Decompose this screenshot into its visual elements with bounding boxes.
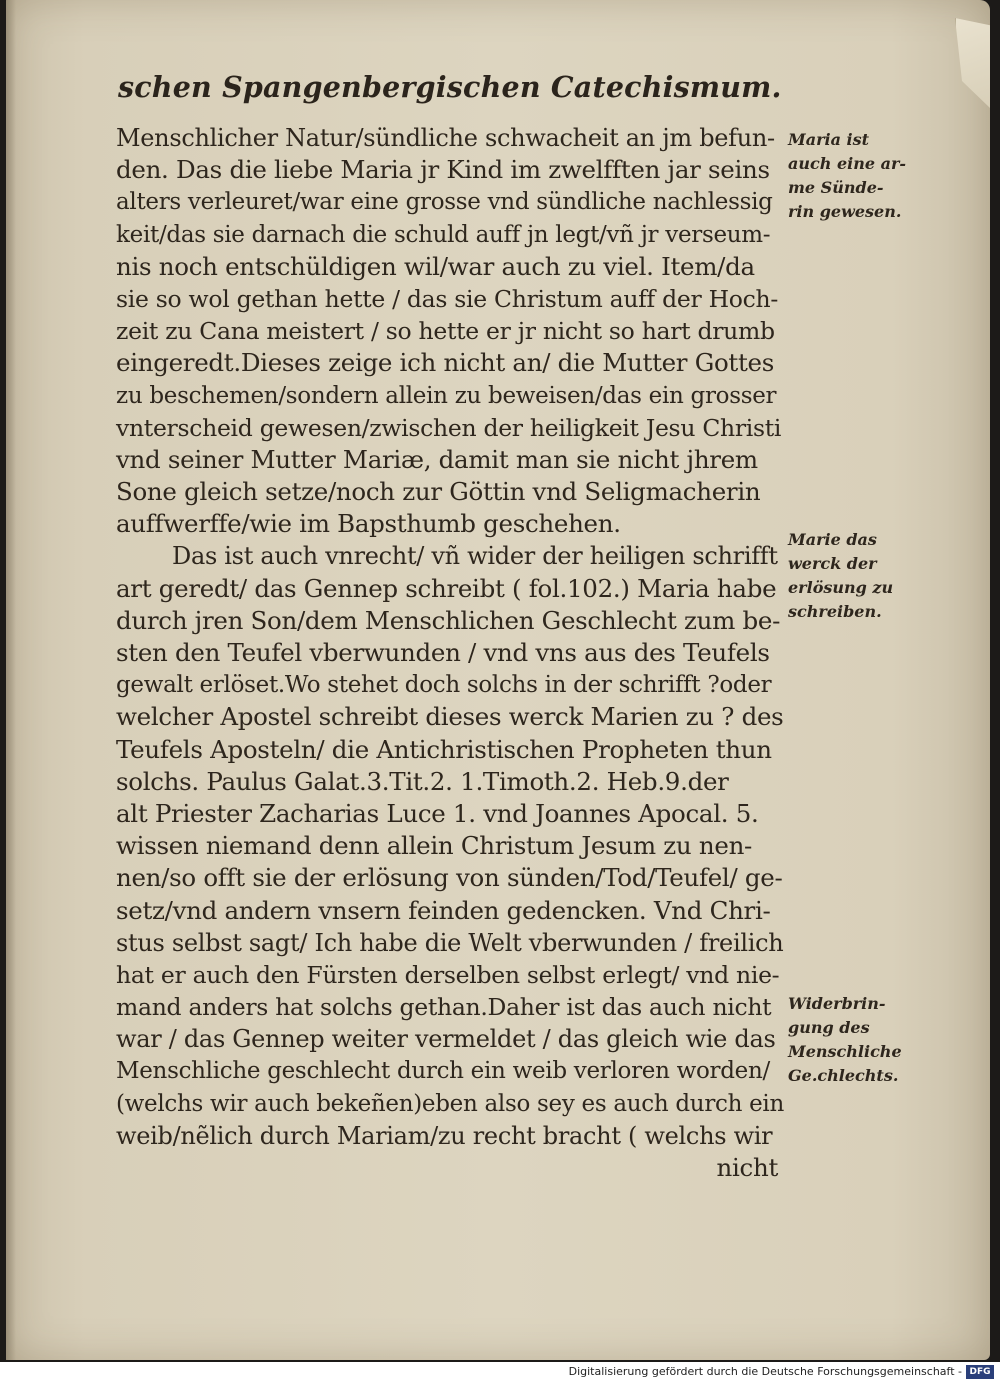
margin-note-line: gung des: [788, 1018, 870, 1037]
margin-note-line: Maria ist: [788, 130, 869, 149]
margin-note-erloesung: [788, 528, 928, 624]
text-line: setz/vnd andern vnsern feinden gedencken. Vnd Chri-: [116, 895, 771, 925]
margin-note-line: me Sünde-: [788, 178, 884, 197]
text-line: keit/das sie darnach die schuld auff jn legt/vñ jr verseum-: [116, 221, 771, 248]
text-line: weib/nẽlich durch Mariam/zu recht bracht ( welchs wir: [116, 1121, 773, 1150]
margin-note-line: erlösung zu: [788, 578, 894, 597]
margin-note-line: Widerbrin-: [788, 994, 886, 1013]
text-line: durch jren Son/dem Menschlichen Geschlecht zum be-: [116, 605, 781, 635]
text-line: zeit zu Cana meistert / so hette er jr nicht so hart drumb: [116, 317, 775, 346]
margin-note-line: werck der: [788, 554, 877, 573]
text-line: gewalt erlöset.Wo stehet doch solchs in der schrifft ?oder: [116, 672, 772, 699]
margin-note-line: schreiben.: [788, 602, 882, 621]
text-line: den. Das die liebe Maria jr Kind im zwelfften jar seins: [116, 155, 770, 185]
margin-note-line: rin gewesen.: [788, 202, 902, 221]
text-line: nis noch entschüldigen wil/war auch zu viel. Item/da: [116, 251, 755, 281]
text-line: nen/so offt sie der erlösung von sünden/Tod/Teufel/ ge-: [116, 863, 783, 893]
text-line: solchs. Paulus Galat.3.Tit.2. 1.Timoth.2. Heb.9.der: [116, 766, 729, 796]
text-line: welcher Apostel schreibt dieses werck Marien zu ? des: [116, 702, 784, 732]
text-line: war / das Gennep weiter vermeldet / das gleich wie das: [116, 1025, 776, 1054]
text-line: sie so wol gethan hette / das sie Christum auff der Hoch-: [116, 284, 778, 313]
text-line: Sone gleich setze/noch zur Göttin vnd Seligmacherin: [116, 477, 761, 507]
margin-note-line: auch eine ar-: [788, 154, 907, 173]
margin-note-line: Menschliche: [788, 1042, 902, 1061]
text-line: Menschliche geschlecht durch ein weib verloren worden/: [116, 1058, 770, 1085]
margin-note-line: Ge.chlechts.: [788, 1066, 899, 1085]
text-line: wissen niemand denn allein Christum Jesum zu nen-: [116, 831, 753, 861]
text-line: mand anders hat solchs gethan.Daher ist das auch nicht: [116, 993, 772, 1022]
text-line: Menschlicher Natur/sündliche schwacheit an jm befun-: [116, 124, 775, 152]
text-line: sten den Teufel vberwunden / vnd vns aus des Teufels: [116, 638, 770, 667]
body-text: [116, 122, 784, 1184]
running-head: schen Spangenbergischen Catechismum.: [118, 70, 782, 104]
text-line: hat er auch den Fürsten derselben selbst erlegt/ vnd nie-: [116, 960, 780, 989]
text-line: eingeredt.Dieses zeige ich nicht an/ die Mutter Gottes: [116, 348, 774, 378]
funding-credit: Digitalisierung gefördert durch die Deutsche Forschungsgemeinschaft -: [568, 1365, 962, 1378]
text-line: Teufels Aposteln/ die Antichristischen Propheten thun: [116, 734, 772, 764]
text-line: vnd seiner Mutter Mariæ, damit man sie nicht jhrem: [116, 444, 758, 474]
catchword: nicht: [716, 1153, 778, 1182]
dfg-logo: DFG: [966, 1365, 994, 1379]
text-line: stus selbst sagt/ Ich habe die Welt vberwunden / freilich: [116, 928, 784, 957]
margin-note-maria-suenderin: [788, 128, 928, 224]
text-line: (welchs wir auch bekeñen)eben also sey es auch durch ein: [116, 1090, 785, 1117]
margin-note-line: Marie das: [788, 530, 877, 549]
text-line: vnterscheid gewesen/zwischen der heiligkeit Jesu Christi: [116, 413, 782, 442]
digitization-footer: [0, 1362, 1000, 1382]
margin-note-widerbringung: [788, 992, 928, 1088]
text-line: art geredt/ das Gennep schreibt ( fol.102.) Maria habe: [116, 573, 777, 603]
text-line: alt Priester Zacharias Luce 1. vnd Joannes Apocal. 5.: [116, 798, 759, 828]
text-line: auffwerffe/wie im Bapsthumb geschehen.: [116, 509, 621, 539]
text-line: alters verleuret/war eine grosse vnd sündliche nachlessig: [116, 189, 773, 216]
page-corner-fold: [955, 18, 990, 108]
page-gutter-shadow: [6, 0, 16, 1360]
paragraph-start-line: Das ist auch vnrecht/ vñ wider der heiligen schrifft: [172, 542, 778, 571]
text-line: zu beschemen/sondern allein zu beweisen/das ein grosser: [116, 382, 777, 409]
